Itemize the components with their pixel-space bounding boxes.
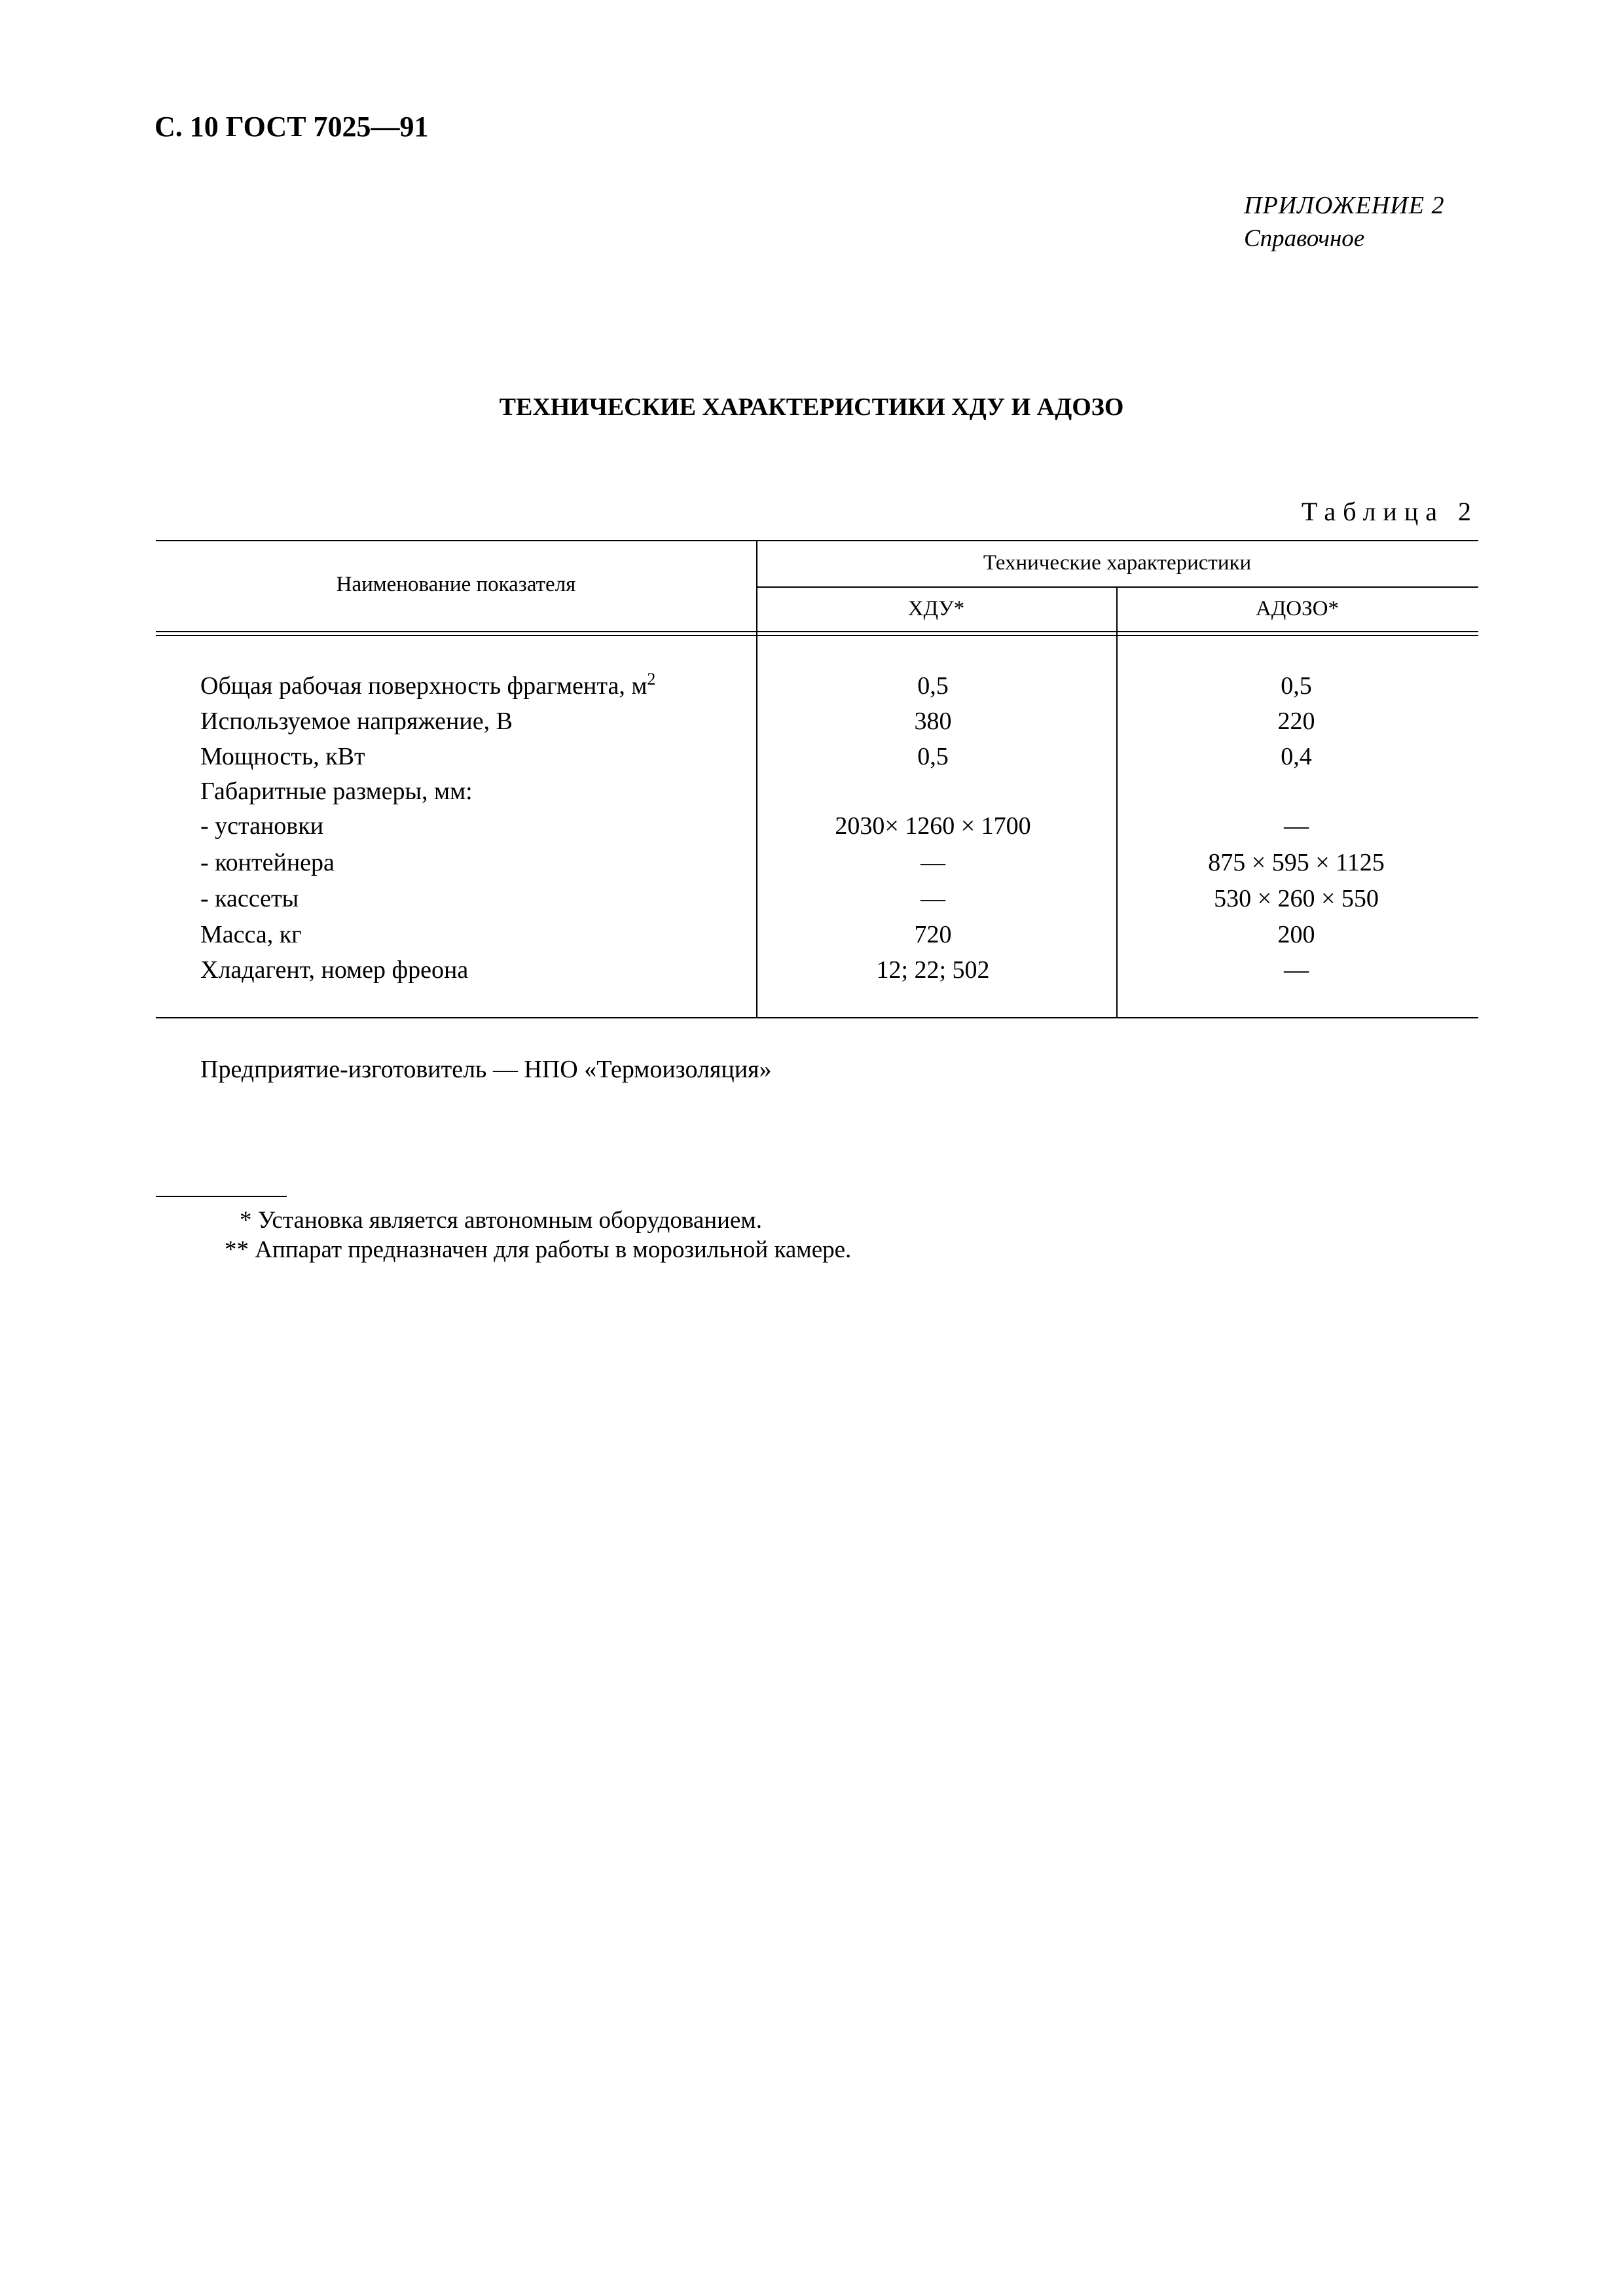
row-xdu-value: 12; 22; 502 [876,956,990,984]
row-name: - установки [200,812,324,840]
header-xdu: ХДУ* [907,597,965,620]
footnote-1: * Установка является автономным оборудованием. [240,1207,762,1234]
row-xdu-value: 0,5 [917,672,949,700]
row-xdu-value: 2030× 1260 × 1700 [835,812,1031,840]
row-name: - контейнера [200,849,335,876]
row-name: Хладагент, номер фреона [200,956,469,984]
row-name [200,668,655,704]
row-name-text: Общая рабочая поверхность фрагмента, м [200,672,647,700]
appendix-label: ПРИЛОЖЕНИЕ 2 [1244,192,1445,219]
row-adozo-value: 0,4 [1281,743,1312,770]
row-adozo-value: 875 × 595 × 1125 [1208,849,1385,876]
row-xdu-value: — [921,885,945,912]
table-label: Таблица 2 [1301,497,1478,526]
superscript-2: 2 [647,670,656,689]
header-indicator-name: Наименование показателя [336,573,576,596]
row-adozo-value: — [1284,956,1309,984]
row-adozo-value: 200 [1277,921,1315,948]
row-adozo-value: 530 × 260 × 550 [1214,885,1379,912]
table-top-rule [156,540,1478,541]
header-bottom-rule [156,631,1478,632]
manufacturer-note: Предприятие-изготовитель — НПО «Термоизоляция» [200,1056,772,1083]
header-adozo: АДОЗО* [1255,597,1340,620]
row-name: Используемое напряжение, В [200,708,513,735]
row-adozo-value: 220 [1277,708,1315,735]
page-header: С. 10 ГОСТ 7025—91 [155,111,429,143]
table-bottom-rule [156,1017,1478,1018]
row-name: Мощность, кВт [200,743,365,770]
header-bottom-rule-double [156,635,1478,636]
footnote-2: ** Аппарат предназначен для работы в морозильной камере. [225,1236,852,1263]
header-group: Технические характеристики [983,551,1252,575]
row-adozo-value: — [1284,812,1309,840]
row-name: - кассеты [200,885,299,912]
row-name: Масса, кг [200,921,302,948]
footnote-separator [156,1196,287,1197]
row-xdu-value: 380 [914,708,952,735]
row-xdu-value: — [921,849,945,876]
row-xdu-value: 720 [914,921,952,948]
row-name: Габаритные размеры, мм: [200,778,473,805]
appendix-type: Справочное [1244,225,1365,252]
document-title: ТЕХНИЧЕСКИЕ ХАРАКТЕРИСТИКИ ХДУ И АДОЗО [499,393,1124,421]
row-adozo-value: 0,5 [1281,672,1312,700]
row-xdu-value: 0,5 [917,743,949,770]
